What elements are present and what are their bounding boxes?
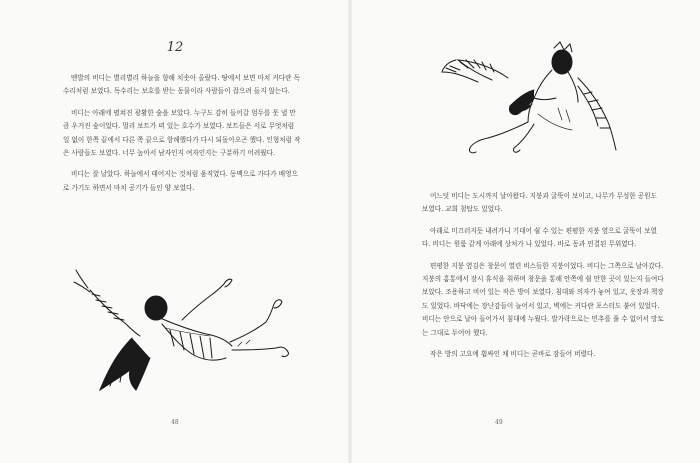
left-page-text xyxy=(63,72,301,195)
paragraph: 아래로 미끄러지듯 내려가니 기대어 쉴 수 있는 편평한 지붕 옆으로 굴뚝이 보였다. 비디는 원룸 같게 아래에 상처가 나 있었다. 바로 동과 연결된 무위였다. xyxy=(422,226,657,249)
flying-figure-illustration xyxy=(70,250,300,400)
right-page-text xyxy=(422,190,664,361)
page-number: 49 xyxy=(495,419,503,426)
paragraph: 어느덧 비디는 도시까지 날아왔다. 지붕과 굴뚝이 보이고, 나무가 무성한 공원도 보였다. 교회 첨탑도 있었다. xyxy=(422,192,657,214)
page-number: 48 xyxy=(171,419,179,426)
right-page xyxy=(350,0,700,463)
paragraph: 편평한 지붕 옆김은 창문이 열린 비스듬한 지붕이었다. 비디는 그쪽으로 날아갔다. 지붕의 홈통에서 잠시 휴식을 취하며 창문을 통해 안쪽에 쉴 만한 곳이 있는지 들여다보았다. 조용하고 비어 있는 작은 방이 보였다. 침대와 의자가 놓여 있고, 옷장과 책장도 있었다. 바닥에는 장난감들이 늘어서 있고, 벽에는 커다란 포스터도 붙어 있었다. 비디는 안으로 날아 들어가서 침대에 누웠다. 발가락으로는 민추를 풀 수 없어서 망토는 그대로 두어야 했다. xyxy=(422,261,664,337)
paragraph: 작은 방의 고요에 휩싸인 채 비디는 곧바로 잠들어 버렸다. xyxy=(430,350,596,359)
paragraph: 비디는 잘 날았다. 하늘에서 태어지는 것처럼 움직였다. 동맥으로 가다가 배영으로 가기도 하면서 마치 공기가 들인 양 보였다. xyxy=(63,170,298,192)
paragraph: 비디는 아래에 펼쳐진 광활한 숲을 보았다. 누구도 감히 들어갈 엄두를 못 낼 만큼 우거진 숲이었다. 멀리 보트가 떠 있는 호수가 보였다. 보트들은 서로 무엇처럼 일 없이 한쪽 끝에서 다른 쪽 끝으로 항해했다가 다시 되돌아오곤 했다. 인형처럼 작은 사람들도 보였다. 너무 높아서 남자인지 여자인지는 구분하기 어려웠다. xyxy=(63,108,301,158)
paragraph: 맨발의 비디는 별리별리 하늘을 향해 치솟아 올랐다. 땅에서 보면 마치 커다란 독수리처럼 보였다. 독수리는 보호를 받는 동물이라 사람들이 잡으려 들지 않는다. xyxy=(63,74,300,96)
winged-figure-illustration xyxy=(438,38,618,168)
chapter-title: 12 xyxy=(166,40,184,55)
